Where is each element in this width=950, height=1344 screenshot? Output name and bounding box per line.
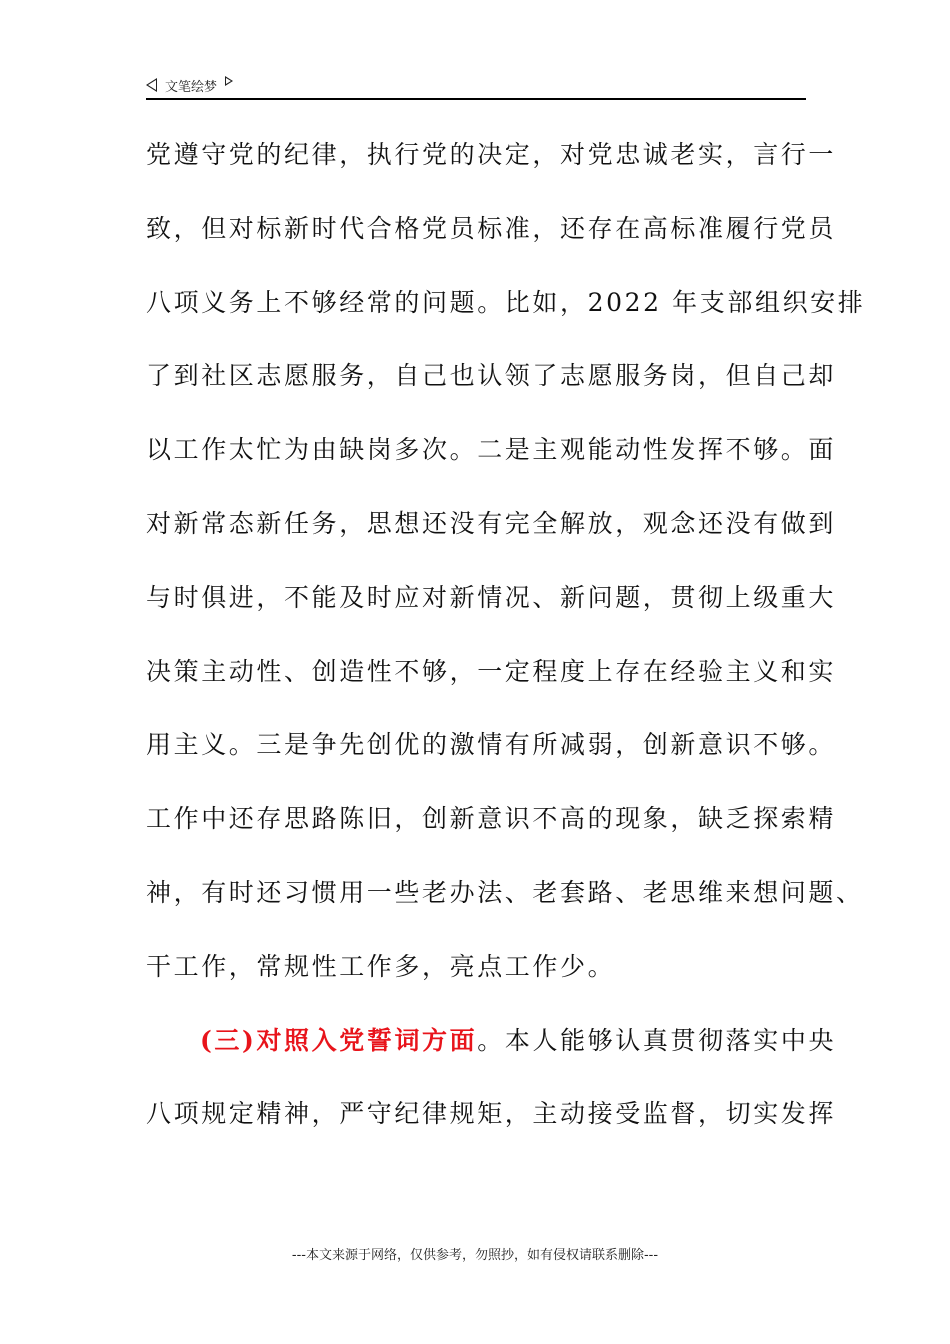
text-line: 对新常态新任务，思想还没有完全解放，观念还没有做到: [146, 508, 837, 538]
text-line: 与时俱进，不能及时应对新情况、新问题，贯彻上级重大: [146, 582, 837, 612]
text-line: 用主义。三是争先创优的激情有所减弱，创新意识不够。: [146, 730, 837, 760]
header-title: 文笔绘梦: [165, 79, 218, 95]
text-line: 党遵守党的纪律，执行党的决定，对党忠诚老实，言行一: [146, 140, 837, 169]
header-brand: [146, 74, 233, 96]
text-line: 八项义务上不够经常的问题。比如，2022 年支部组织安排: [146, 287, 866, 317]
text-line: 工作中还存思路陈旧，创新意识不高的现象，缺乏探索精: [146, 804, 837, 834]
page-header: [146, 74, 806, 100]
text-line: 八项规定精神，严守纪律规矩，主动接受监督，切实发挥: [146, 1099, 837, 1129]
document-body: [146, 126, 866, 1159]
section-3-heading: (三)对照入党誓词方面: [200, 1025, 478, 1055]
text-line: 以工作太忙为由缺岗多次。二是主观能动性发挥不够。面: [146, 435, 837, 465]
text-line: 决策主动性、创造性不够，一定程度上存在经验主义和实: [146, 656, 837, 686]
text-line: 致，但对标新时代合格党员标准，还存在高标准履行党员: [146, 213, 837, 243]
text-line: 干工作，常规性工作多，亮点工作少。: [146, 951, 616, 981]
triangle-right-icon: [225, 76, 233, 86]
text-line: 了到社区志愿服务，自己也认领了志愿服务岗，但自己却: [146, 361, 837, 391]
section-3-text: 。本人能够认真贯彻落实中央: [477, 1025, 837, 1055]
section-3-first-line: [146, 1012, 837, 1086]
triangle-left-icon: [146, 78, 157, 92]
footer-notice: ---本文来源于网络，仅供参考，勿照抄，如有侵权请联系删除---: [291, 1248, 659, 1263]
text-line: 神，有时还习惯用一些老办法、老套路、老思维来想问题、: [146, 877, 864, 907]
